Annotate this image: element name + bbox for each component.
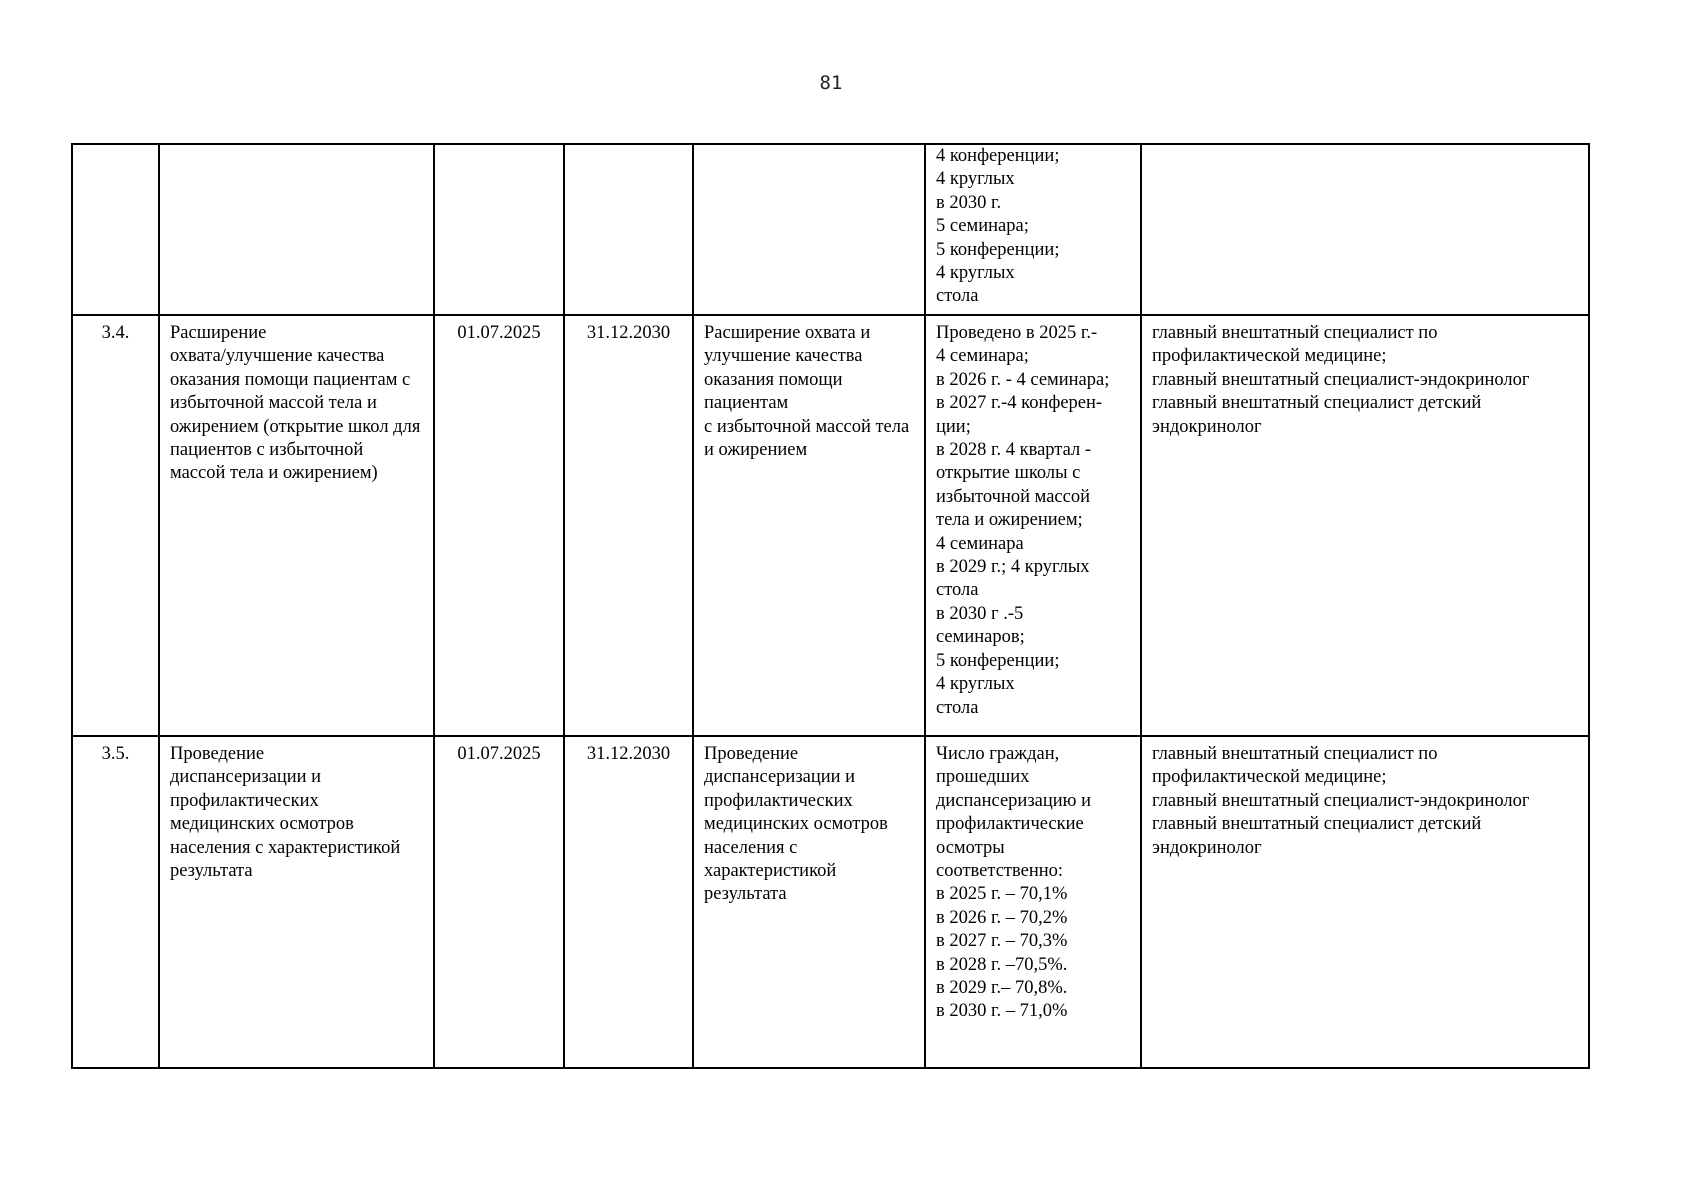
cell-start-date [434,144,564,315]
cell-end-date [564,144,693,315]
cell-start-date: 01.07.2025 [434,736,564,1068]
cell-number: 3.5. [72,736,159,1068]
cell-number: 3.4. [72,315,159,736]
cell-expected-result: Расширение охвата и улучшение качества оказания помощи пациентам с избыточной массой тела и ожирением [693,315,925,736]
cell-indicator: 4 конференции; 4 круглых в 2030 г. 5 семинара; 5 конференции; 4 круглых стола [925,144,1141,315]
cell-responsible [1141,144,1589,315]
cell-indicator: Проведено в 2025 г.- 4 семинара; в 2026 г. - 4 семинара; в 2027 г.-4 конферен- ции; в 2028 г. 4 квартал - открытие школы с избыточной массой тела и ожирением; 4 семинара в 2029 г.; 4 круглых стола в 2030 г .-5 семинаров; 5 конференции; 4 круглых стола [925,315,1141,736]
cell-end-date: 31.12.2030 [564,315,693,736]
cell-measure-name [159,144,434,315]
cell-expected-result: Проведение диспансеризации и профилактических медицинских осмотров населения с характеристикой результата [693,736,925,1068]
cell-start-date: 01.07.2025 [434,315,564,736]
table-row [72,144,1589,315]
cell-responsible: главный внештатный специалист по профилактической медицине; главный внештатный специалист-эндокринолог главный внештатный специалист детский эндокринолог [1141,315,1589,736]
cell-measure-name: Проведение диспансеризации и профилактических медицинских осмотров населения с характеристикой результата [159,736,434,1068]
measures-table [71,143,1590,1069]
page-number: 81 [819,72,843,94]
cell-expected-result [693,144,925,315]
table-row [72,736,1589,1068]
cell-end-date: 31.12.2030 [564,736,693,1068]
cell-responsible: главный внештатный специалист по профилактической медицине; главный внештатный специалист-эндокринолог главный внештатный специалист детский эндокринолог [1141,736,1589,1068]
cell-measure-name: Расширение охвата/улучшение качества оказания помощи пациентам с избыточной массой тела и ожирением (открытие школ для пациентов с избыточной массой тела и ожирением) [159,315,434,736]
table-row [72,315,1589,736]
cell-indicator: Число граждан, прошедших диспансеризацию и профилактические осмотры соответственно: в 2025 г. – 70,1% в 2026 г. – 70,2% в 2027 г. – 70,3% в 2028 г. –70,5%. в 2029 г.– 70,8%. в 2030 г. – 71,0% [925,736,1141,1068]
cell-number [72,144,159,315]
